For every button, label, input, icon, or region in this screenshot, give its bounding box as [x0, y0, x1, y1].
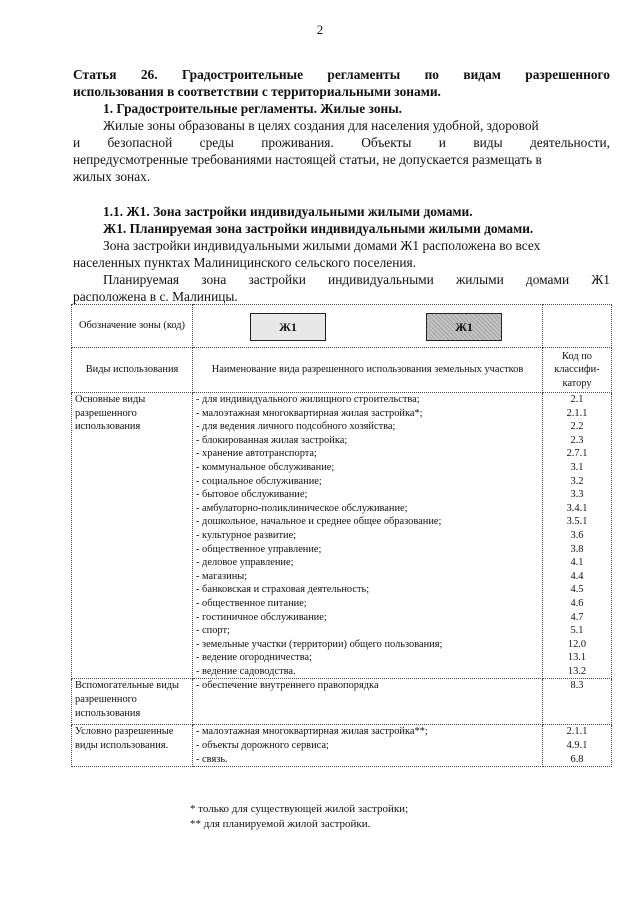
aux-codes	[543, 679, 612, 725]
zone-code-existing: Ж1	[250, 313, 326, 341]
zone-code-planned: Ж1	[426, 313, 502, 341]
use-code: 4.1	[570, 557, 584, 569]
use-name: - коммунальное обслуживание;	[196, 461, 335, 473]
zone-title: 1.1. Ж1. Зона застройки индивидуальными жилыми домами.	[103, 204, 473, 219]
intro-line4: жилых зонах.	[73, 169, 151, 184]
use-name: - спорт;	[196, 625, 230, 637]
use-name: - дошкольное, начальное и среднее общее образование;	[196, 516, 442, 528]
section-heading: 1. Градостроительные регламенты. Жилые зоны.	[103, 101, 403, 116]
zone-subtitle: Ж1. Планируемая зона застройки индивидуальными жилыми домами.	[103, 221, 534, 236]
use-name: - земельные участки (территории) общего пользования;	[196, 638, 443, 650]
use-code: 3.2	[570, 475, 584, 487]
use-name: - малоэтажная многоквартирная жилая застройка**;	[196, 726, 428, 738]
footnote-1: * только для существующей жилой застройки;	[190, 803, 409, 815]
regulations-table	[71, 304, 612, 767]
use-code: 3.6	[570, 529, 584, 541]
main-codes	[543, 393, 612, 679]
use-code: 4.6	[570, 597, 584, 609]
footnote-2: ** для планируемой жилой застройки.	[190, 818, 371, 830]
use-code: 3.4.1	[566, 502, 588, 514]
use-name: - гостиничное обслуживание;	[196, 611, 327, 623]
use-name: - обеспечение внутреннего правопорядка	[196, 680, 379, 692]
use-code: 4.4	[570, 570, 584, 582]
col-header-code: Код по классифи-катору	[543, 348, 612, 393]
article-heading-line1: Статья 26. Градостроительные регламенты по видам разрешенного	[73, 67, 610, 82]
use-name: - амбулаторно-поликлиническое обслуживание;	[196, 502, 408, 514]
intro-line3: непредусмотренные требованиями настоящей статьи, не допускается размещать в	[73, 152, 542, 167]
cond-category: Условно разрешенные виды использования.	[72, 725, 193, 767]
use-name: - социальное обслуживание;	[196, 475, 322, 487]
use-code: 2.2	[570, 421, 584, 433]
use-name: - общественное питание;	[196, 597, 307, 609]
zone-codes-cell	[193, 305, 543, 348]
use-name: - банковская и страховая деятельность;	[196, 584, 370, 596]
use-name: - магазины;	[196, 570, 248, 582]
use-name: - блокированная жилая застройка;	[196, 434, 348, 446]
aux-names	[193, 679, 543, 725]
use-name: - хранение автотранспорта;	[196, 448, 317, 460]
zone-label-cell	[72, 305, 193, 348]
intro-line1: Жилые зоны образованы в целях создания для населения удобной, здоровой	[103, 118, 539, 133]
use-code: 2.1	[570, 394, 584, 405]
use-name: - деловое управление;	[196, 557, 294, 569]
intro-line2: и безопасной среды проживания. Объекты и виды деятельности,	[73, 135, 610, 150]
cond-codes	[543, 725, 612, 767]
zone-paragraph1-line2: населенных пунктах Малиницинского сельского поселения.	[73, 255, 417, 270]
use-code: 4.7	[570, 611, 584, 623]
zone-label: Обозначение зоны (код)	[78, 320, 186, 332]
use-code: 13.1	[567, 652, 587, 664]
use-name: - бытовое обслуживание;	[196, 489, 308, 501]
use-code: 6.8	[570, 753, 584, 765]
use-name: - малоэтажная многоквартирная жилая застройка*;	[196, 407, 423, 419]
use-name: - культурное развитие;	[196, 529, 297, 541]
use-name: - для ведения личного подсобного хозяйства;	[196, 421, 396, 433]
col-header-name: Наименование вида разрешенного использования земельных участков	[193, 348, 543, 393]
use-name: - общественное управление;	[196, 543, 322, 555]
use-name: - ведение огородничества;	[196, 652, 313, 664]
col-header-types: Виды использования	[72, 348, 193, 393]
use-code: 2.1.1	[566, 726, 588, 738]
zone-paragraph1-line1: Зона застройки индивидуальными жилыми домами Ж1 расположена во всех	[103, 238, 541, 253]
main-category: Основные виды разрешенного использования	[72, 393, 193, 679]
use-code: 4.5	[570, 584, 584, 596]
use-code: 2.3	[570, 434, 584, 446]
use-code: 3.8	[570, 543, 584, 555]
use-code: 12.0	[567, 638, 587, 650]
use-name: - для индивидуального жилищного строительства;	[196, 394, 420, 405]
use-code: 3.3	[570, 489, 584, 501]
use-code: 2.7.1	[566, 448, 588, 460]
use-code: 3.1	[570, 461, 584, 473]
use-code: 3.5.1	[566, 516, 588, 528]
aux-category: Вспомогательные виды разрешенного использования	[72, 679, 193, 725]
zone-empty-cell	[543, 305, 612, 348]
use-code: 13.2	[567, 665, 587, 677]
use-name: - ведение садоводства.	[196, 665, 296, 677]
use-code: 5.1	[570, 625, 584, 637]
use-code: 8.3	[570, 680, 584, 692]
use-code: 4.9.1	[566, 740, 588, 752]
zone-paragraph2-line1: Планируемая зона застройки индивидуальными жилыми домами Ж1	[103, 272, 610, 287]
article-heading-line2: использования в соответствии с территориальными зонами.	[73, 84, 441, 99]
zone-paragraph2-line2: расположена в с. Малиницы.	[73, 289, 238, 304]
use-name: - связь.	[196, 753, 228, 765]
use-name: - объекты дорожного сервиса;	[196, 740, 329, 752]
use-code: 2.1.1	[566, 407, 588, 419]
main-names	[193, 393, 543, 679]
cond-names	[193, 725, 543, 767]
page-number: 2	[316, 22, 324, 37]
